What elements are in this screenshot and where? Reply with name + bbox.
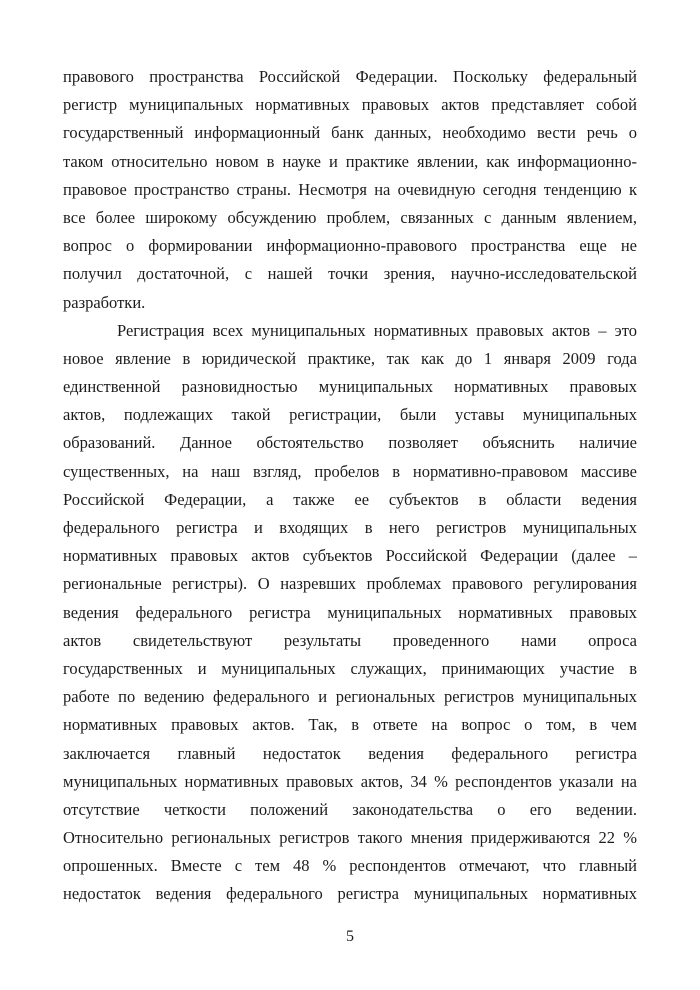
text-line: нормативных правовых актов субъектов Российской Федерации (далее – [63, 546, 637, 566]
text-line: федерального регистра и входящих в него регистров муниципальных [63, 518, 637, 537]
text-line: существенных, на наш взгляд, пробелов в нормативно-правовом массиве [63, 461, 637, 481]
text-line: новое явление в юридической практике, так как до 1 января 2009 года [63, 348, 637, 368]
text-line: единственной разновидностью муниципальных нормативных правовых [63, 377, 637, 397]
text-line: актов свидетельствуют результаты проведенного нами опроса [63, 630, 637, 650]
text-line: получил достаточной, с нашей точки зрения, научно-исследовательской [63, 264, 637, 284]
text-line: ведения федерального регистра муниципальных нормативных правовых [63, 602, 637, 622]
text-line: заключается главный недостаток ведения федерального регистра [63, 743, 637, 763]
text-line: Российской Федерации, а также ее субъектов в области ведения [63, 489, 637, 509]
page-text [63, 63, 637, 909]
text-line: отсутствие четкости положений законодательства о его ведении. [63, 799, 637, 819]
text-line: Регистрация всех муниципальных нормативных правовых актов – это [117, 320, 637, 340]
text-line: таком относительно новом в науке и практике явлении, как информационно- [63, 151, 637, 171]
text-line: все более широкому обсуждению проблем, связанных с данным явлением, [63, 207, 637, 227]
page-number: 5 [346, 928, 354, 945]
text-line: регистр муниципальных нормативных правовых актов представляет собой [63, 95, 637, 115]
text-line: разработки. [63, 292, 146, 312]
text-line: актов, подлежащих такой регистрации, были уставы муниципальных [63, 405, 637, 425]
text-line: вопрос о формировании информационно-правового пространства еще не [63, 236, 637, 256]
text-line: нормативных правовых актов. Так, в ответе на вопрос о том, в чем [63, 715, 637, 735]
text-line: работе по ведению федерального и региональных регистров муниципальных [63, 687, 637, 707]
text-line: Относительно региональных регистров такого мнения придерживаются 22 % [63, 828, 637, 848]
text-line: опрошенных. Вместе с тем 48 % респондентов отмечают, что главный [63, 856, 637, 876]
text-line: правового пространства Российской Федерации. Поскольку федеральный [63, 67, 637, 86]
text-line: муниципальных нормативных правовых актов, 34 % респондентов указали на [63, 771, 637, 791]
text-line: правовое пространство страны. Несмотря на очевидную сегодня тенденцию к [63, 179, 637, 199]
text-line: недостаток ведения федерального регистра муниципальных нормативных [63, 884, 637, 904]
text-line: региональные регистры). О назревших проблемах правового регулирования [63, 574, 637, 594]
text-line: государственных и муниципальных служащих, принимающих участие в [63, 658, 637, 678]
text-line: образований. Данное обстоятельство позволяет объяснить наличие [63, 433, 637, 453]
text-line: государственный информационный банк данных, необходимо вести речь о [63, 123, 637, 143]
